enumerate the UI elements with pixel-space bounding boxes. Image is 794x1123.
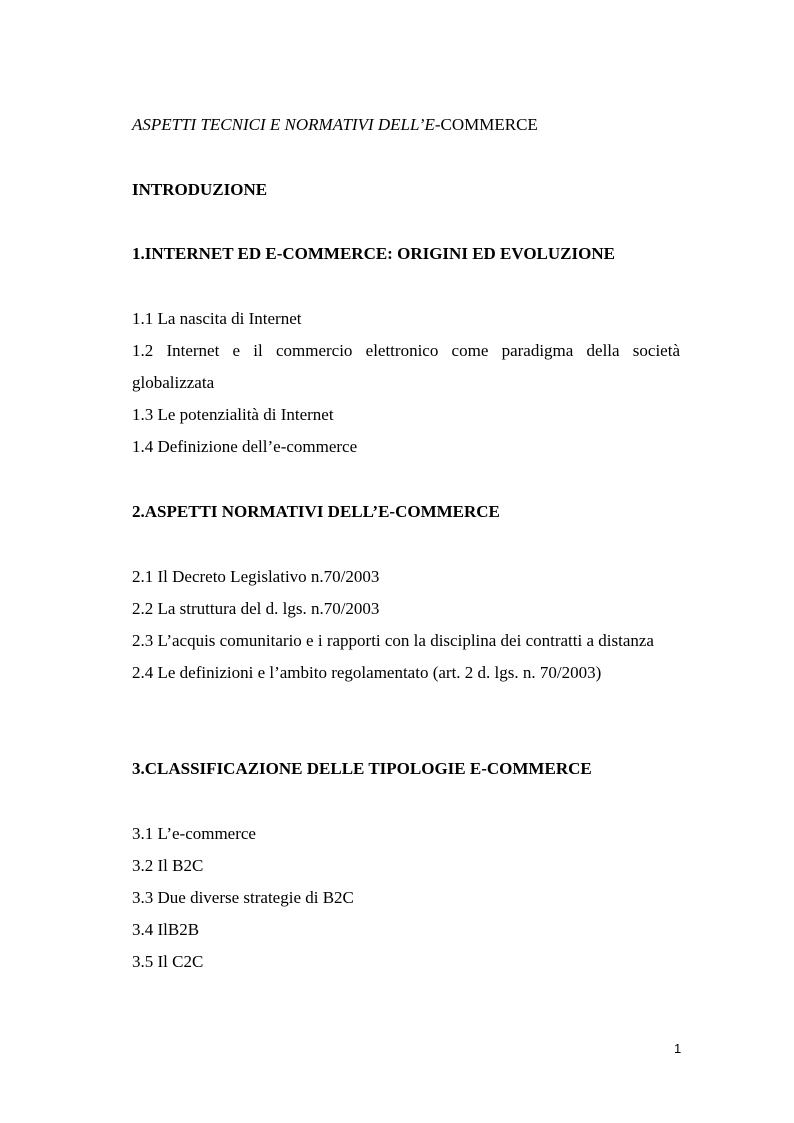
section-items [132, 303, 680, 463]
intro-heading: INTRODUZIONE [132, 180, 268, 199]
list-item: 2.3 L’acquis comunitario e i rapporti con la disciplina dei contratti a distanza [132, 631, 654, 650]
list-item: 2.1 Il Decreto Legislativo n.70/2003 [132, 567, 380, 586]
document-page [132, 0, 680, 1123]
section-heading: 3.CLASSIFICAZIONE DELLE TIPOLOGIE E-COMMERCE [132, 759, 592, 778]
document-title-italic: ASPETTI TECNICI E NORMATIVI DELL’E [132, 115, 435, 134]
section-heading: 2.ASPETTI NORMATIVI DELL’E-COMMERCE [132, 502, 500, 521]
page-number: 1 [674, 1041, 682, 1056]
list-item: 3.3 Due diverse strategie di B2C [132, 888, 354, 907]
document-title [132, 113, 538, 137]
document-title-regular: -COMMERCE [434, 115, 538, 134]
list-item: 3.2 Il B2C [132, 856, 204, 875]
section-items [132, 818, 680, 978]
list-item: 1.1 La nascita di Internet [132, 309, 302, 328]
list-item: 2.4 Le definizioni e l’ambito regolamentato (art. 2 d. lgs. n. 70/2003) [132, 663, 602, 682]
section-3 [132, 757, 680, 978]
section-heading: 1.INTERNET ED E-COMMERCE: ORIGINI ED EVOLUZIONE [132, 244, 615, 263]
section-1 [132, 242, 680, 463]
list-item: 3.5 Il C2C [132, 952, 204, 971]
section-2 [132, 500, 680, 689]
list-item: 1.4 Definizione dell’e-commerce [132, 437, 358, 456]
section-items [132, 561, 680, 689]
list-item: 3.1 L’e-commerce [132, 824, 256, 843]
list-item: 3.4 IlB2B [132, 920, 200, 939]
list-item: 1.2 Internet e il commercio elettronico come paradigma della società globalizzata [132, 341, 680, 392]
list-item: 1.3 Le potenzialità di Internet [132, 405, 334, 424]
list-item: 2.2 La struttura del d. lgs. n.70/2003 [132, 599, 380, 618]
